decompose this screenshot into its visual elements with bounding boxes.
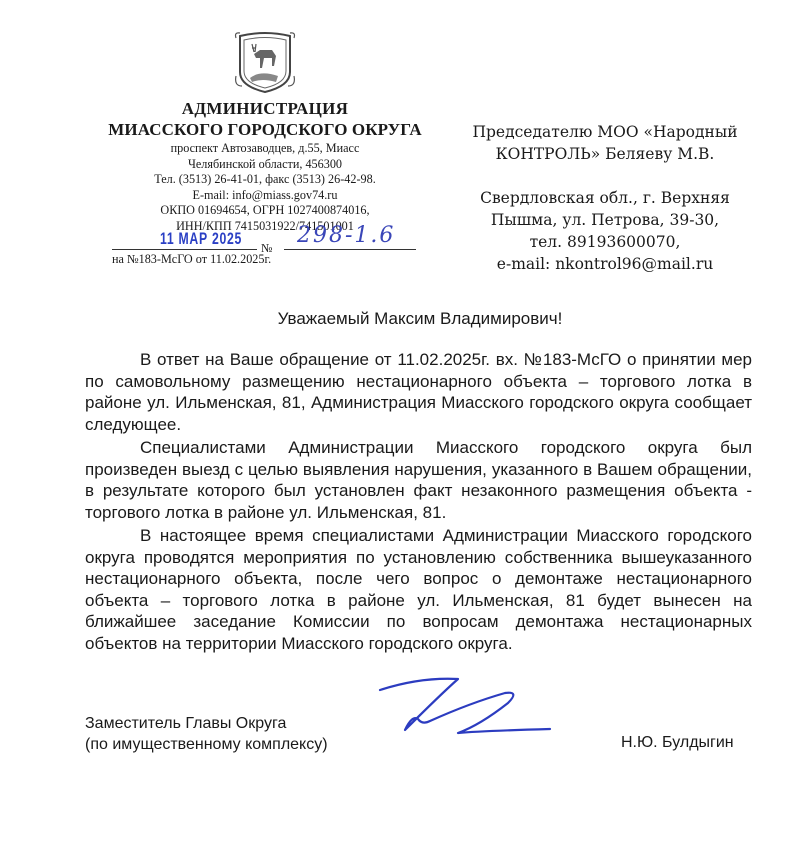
recipient-email: e-mail: nkontrol96@mail.ru — [496, 255, 714, 273]
org-email-line: E-mail: info@miass.gov74.ru — [192, 187, 338, 202]
body-paragraph — [85, 437, 752, 523]
date-stamp: 11 МАР 2025 — [160, 229, 243, 248]
city-coat-of-arms-icon — [232, 28, 298, 96]
org-okpo-line: ОКПО 01694654, ОГРН 1027400874016, — [160, 203, 370, 217]
org-phone-line: Тел. (3513) 26-41-01, факс (3513) 26-42-98. — [154, 172, 376, 186]
number-underline — [284, 249, 416, 250]
recipient-line: Председателю МОО «Народный — [472, 123, 738, 141]
signer-name: Н.Ю. Булдыгин — [621, 734, 734, 751]
org-title-line2: МИАССКОГО ГОРОДСКОГО ОКРУГА — [108, 120, 422, 139]
recipient-block — [465, 121, 745, 275]
org-address-line: Челябинской области, 456300 — [187, 156, 343, 171]
date-underline — [112, 249, 257, 250]
recipient-address-line: Свердловская обл., г. Верхняя — [480, 189, 730, 207]
paragraph-text: В ответ на Ваше обращение от 11.02.2025г. вх. №183-МсГО о принятии мер по самовольному размещению нестационарного объекта – торгового лотка в районе ул. Ильменская, 81, Администрация Миасского городского округа сообщает следующее. — [85, 350, 752, 434]
recipient-phone: тел. 89193600070, — [529, 233, 681, 251]
number-sign: № — [261, 241, 273, 255]
body-paragraph — [85, 349, 752, 435]
body-paragraph — [85, 525, 752, 654]
registration-number: 298-1.6 — [297, 223, 396, 248]
handwritten-signature-icon — [340, 675, 590, 755]
signer-title-line: Заместитель Главы Округа — [85, 715, 287, 732]
paragraph-text: Специалистами Администрации Миасского городского округа был произведен выезд с целью выявления нарушения, указанного в Вашем обращении, в результате которого был установлен факт незаконного размещения объекта - торгового лотка в районе ул. Ильменская, 81. — [85, 438, 752, 522]
org-title-line1: АДМИНИСТРАЦИЯ — [181, 99, 349, 118]
signer-title-line: (по имущественному комплексу) — [85, 736, 328, 753]
paragraph-text: В настоящее время специалистами Администрации Миасского городского округа проводятся мероприятия по установлению собственника вышеуказанного нестационарного объекта, после чего вопрос о демонтаже нестационарного объекта – торгового лотка в районе ул. Ильменская, 81 будет вынесен на ближайшее заседание Комиссии по вопросам демонтажа нестационарных объектов на территории Миасского городского округа. — [85, 526, 752, 653]
org-address — [100, 141, 430, 234]
recipient-address-line: Пышма, ул. Петрова, 39-30, — [490, 211, 720, 229]
org-address-line: проспект Автозаводцев, д.55, Миасс — [170, 141, 360, 155]
reference-line: на №183-МсГО от 11.02.2025г. — [112, 252, 272, 266]
signer-title — [85, 713, 328, 755]
salutation: Уважаемый Максим Владимирович! — [277, 309, 563, 328]
org-inn-line: ИНН/КПП 7415031922/741501001 — [176, 218, 354, 233]
recipient-line: КОНТРОЛЬ» Беляеву М.В. — [495, 145, 715, 163]
